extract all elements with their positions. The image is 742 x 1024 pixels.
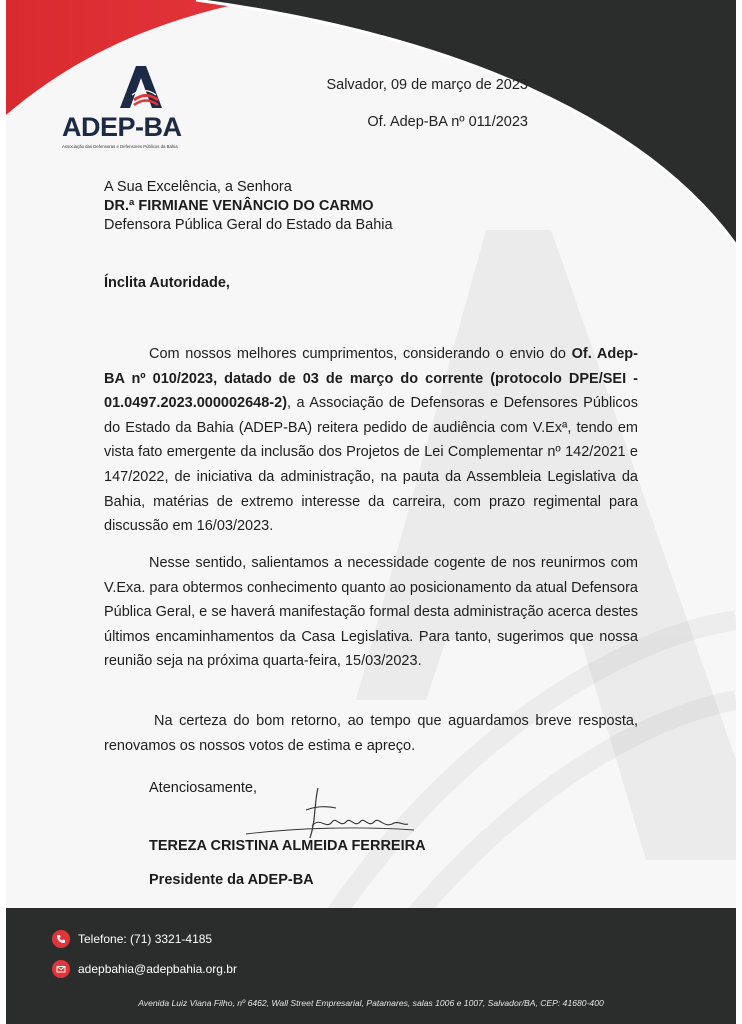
logo-subtitle: Associação das Defensoras e Defensores Públicos da Bahia: [62, 144, 178, 149]
recipient-title: Defensora Pública Geral do Estado da Bahia: [104, 217, 393, 233]
paragraph-1-rest: , a Associação de Defensoras e Defensores Públicos do Estado da Bahia (ADEP-BA) reitera pedido de audiência com V.Exª, tendo em vista fato emergente da inclusão dos Projetos de Lei Complementar nº 142/2021 e 147/2022, de iniciativa da administração, na pauta da Assembleia Legislativa da Bahia, matérias de extremo interesse da carreira, com prazo regimental para discussão em 16/03/2023.: [104, 395, 638, 535]
handwritten-signature: [236, 786, 416, 846]
phone-icon: [52, 930, 70, 948]
signer-role: Presidente da ADEP-BA: [149, 872, 314, 888]
recipient-line: A Sua Excelência, a Senhora: [104, 179, 292, 195]
footer-phone: [52, 930, 212, 948]
logo-a-mark: [62, 62, 222, 114]
footer-email: [52, 960, 237, 978]
letter-date: Salvador, 09 de março de 2023: [326, 77, 528, 93]
logo-wordmark: ADEP-BA: [62, 112, 182, 142]
recipient-name: DR.ª FIRMIANE VENÂNCIO DO CARMO: [104, 198, 374, 214]
salutation: Ínclita Autoridade,: [104, 275, 230, 291]
recipient-block: [104, 178, 393, 235]
paragraph-3-text: Na certeza do bom retorno, ao tempo que aguardamos breve resposta, renovamos os nossos votos de estima e apreço.: [104, 713, 638, 754]
footer-phone-text: Telefone: (71) 3321-4185: [78, 932, 213, 946]
adep-logo: [62, 62, 222, 158]
paragraph-2: [104, 551, 638, 674]
signer-name: TEREZA CRISTINA ALMEIDA FERREIRA: [149, 838, 426, 854]
paragraph-1: [104, 342, 638, 539]
paragraph-1-lead: Com nossos melhores cumprimentos, considerando o envio do: [149, 346, 572, 362]
footer-address: Avenida Luiz Viana Filho, nº 6462, Wall Street Empresarial, Patamares, salas 1006 e 1007, Salvador/BA, CEP: 41680-400: [138, 998, 604, 1008]
paragraph-3: [104, 709, 638, 758]
letter-footer: [6, 908, 736, 1024]
mail-icon: [52, 960, 70, 978]
letter-reference: Of. Adep-BA nº 011/2023: [367, 114, 528, 130]
valediction: Atenciosamente,: [149, 780, 258, 796]
paragraph-1-bold: Of. Adep-BA nº 010/2023, datado de 03 de março do corrente (protocolo DPE/SEI - 01.0497.2023.000002648-2): [104, 346, 638, 412]
paragraph-2-text: Nesse sentido, salientamos a necessidade cogente de nos reunirmos com V.Exa. para obtermos conhecimento quanto ao posicionamento da atual Defensora Pública Geral, e se haverá manifestação formal desta administração acerca destes últimos encaminhamentos da Casa Legislativa. Para tanto, sugerimos que nossa reunião seja na próxima quarta-feira, 15/03/2023.: [104, 555, 638, 670]
footer-email-text[interactable]: adepbahia@adepbahia.org.br: [78, 962, 237, 976]
letter-page: [6, 0, 736, 1024]
